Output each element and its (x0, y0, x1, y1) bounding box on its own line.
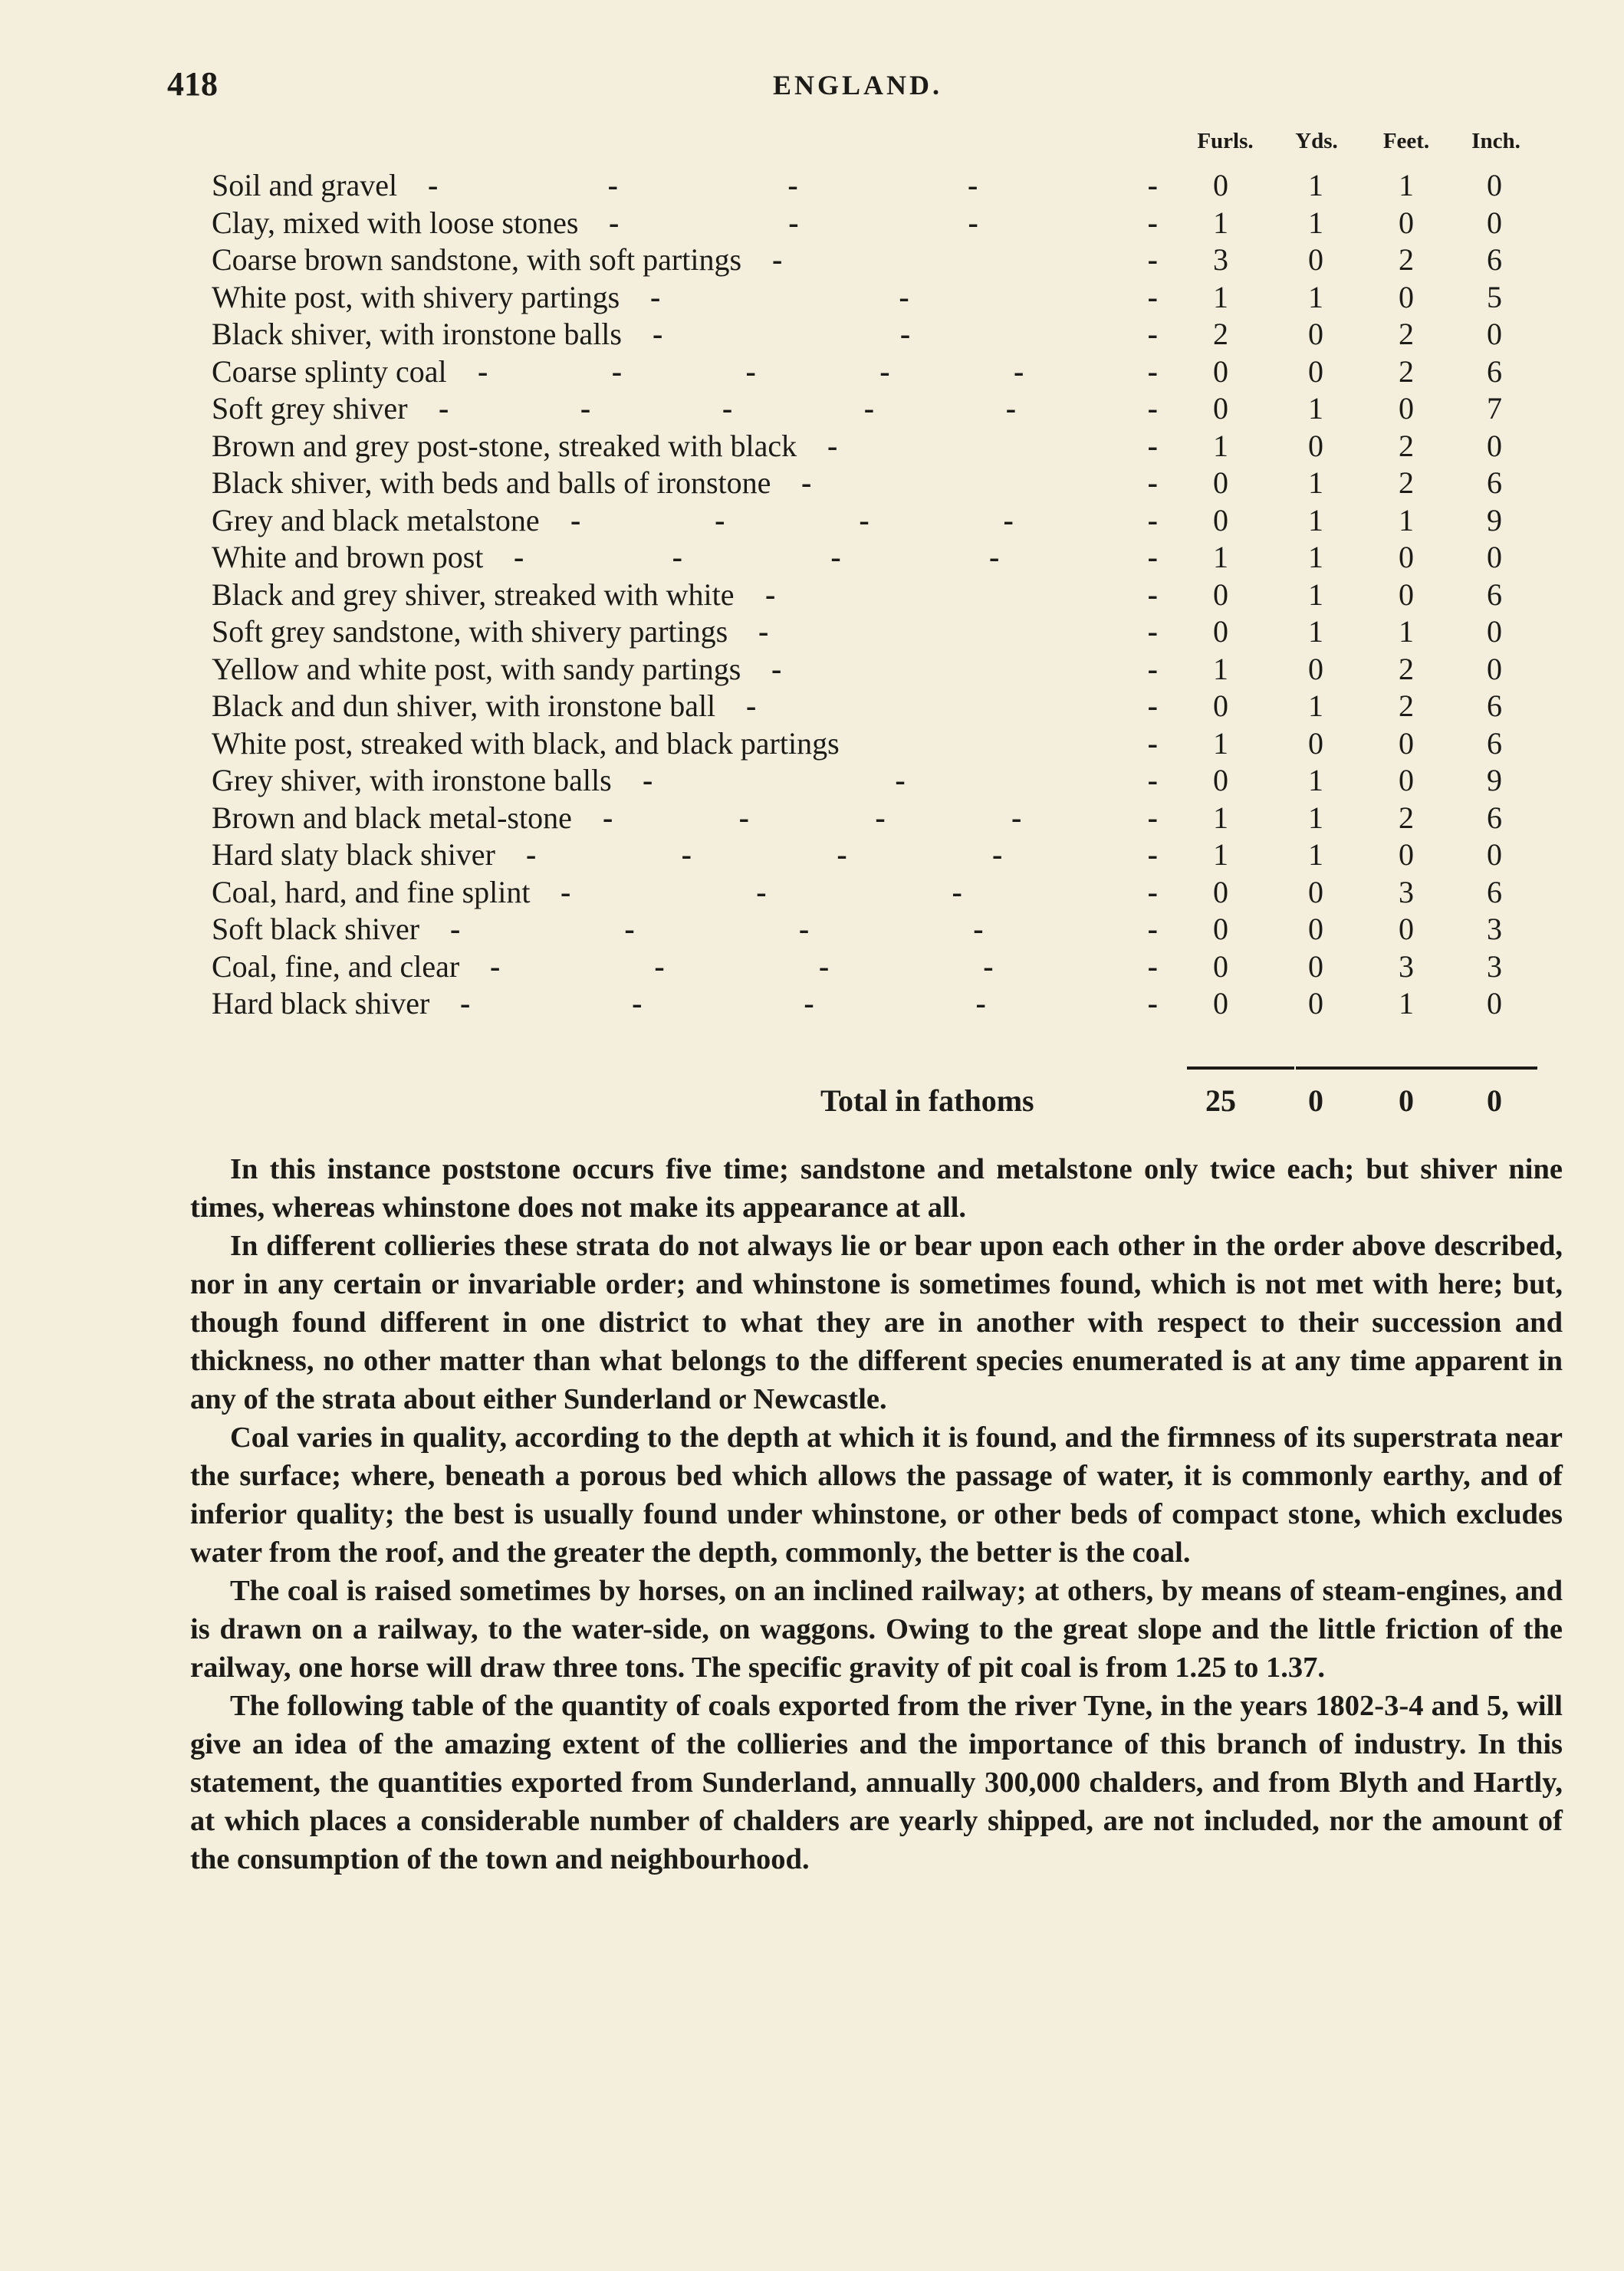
cell-inches: 9 (1487, 763, 1502, 797)
cell-furlongs: 1 (1213, 800, 1228, 835)
leader-dash: - (1147, 614, 1158, 649)
cell-inches: 3 (1487, 912, 1502, 946)
cell-yards: 0 (1308, 317, 1323, 351)
cell-yards: 1 (1308, 540, 1323, 574)
table-row (0, 577, 1624, 613)
cell-inches: 3 (1487, 948, 1502, 984)
stratum-name: White post, with shivery partings (212, 279, 620, 314)
total-label: Total in fathoms (820, 1083, 1034, 1118)
leader-dash: - (1147, 317, 1158, 351)
leader-dashes (801, 465, 1158, 501)
leader-dash: - (983, 948, 994, 984)
leader-dash: - (899, 317, 911, 351)
cell-feet: 2 (1399, 800, 1414, 835)
cell-furlongs: 0 (1213, 986, 1228, 1020)
cell-inches: 0 (1487, 168, 1502, 202)
stratum-name: White post, streaked with black, and black partings (212, 725, 840, 761)
leader-dashes (570, 502, 1158, 539)
leader-dash: - (758, 614, 769, 649)
leader-dashes (526, 836, 1158, 873)
cell-yards: 0 (1308, 242, 1323, 277)
table-row (0, 465, 1624, 501)
cell-inches: 0 (1487, 317, 1502, 351)
stratum-name: Grey shiver, with ironstone balls (212, 763, 612, 797)
leader-dash: - (899, 279, 909, 314)
leader-dash: - (788, 205, 799, 240)
stratum-name: Hard slaty black shiver (212, 837, 495, 872)
table-row (0, 725, 1624, 762)
cell-furlongs: 3 (1213, 242, 1228, 277)
table-row (0, 651, 1624, 688)
cell-feet: 0 (1399, 763, 1414, 797)
cell-feet: 2 (1399, 317, 1414, 351)
stratum-name: Black and dun shiver, with ironstone ball (212, 689, 716, 723)
page-header (0, 64, 1624, 110)
leader-dash: - (611, 353, 623, 389)
table-row (0, 948, 1624, 985)
total-row (0, 1080, 1624, 1122)
leader-dashes (428, 167, 1158, 204)
leader-dash: - (722, 391, 733, 426)
cell-furlongs: 0 (1213, 577, 1228, 612)
leader-dash: - (654, 948, 665, 984)
leader-dash: - (745, 353, 756, 389)
column-header-feet: Feet. (1382, 129, 1430, 153)
leader-dash: - (1147, 874, 1158, 909)
leader-dash: - (738, 800, 749, 835)
cell-inches: 6 (1487, 353, 1502, 389)
leader-dash: - (973, 912, 984, 946)
cell-feet: 0 (1399, 912, 1414, 946)
table-row (0, 502, 1624, 539)
cell-feet: 0 (1399, 205, 1414, 240)
leader-dash: - (827, 428, 838, 463)
total-furlongs: 25 (1205, 1083, 1236, 1118)
leader-dash: - (1147, 986, 1158, 1020)
cell-furlongs: 0 (1213, 465, 1228, 500)
stratum-name: Coal, hard, and fine splint (212, 874, 531, 909)
leader-dash: - (988, 540, 1000, 574)
leader-dashes (460, 985, 1158, 1022)
stratum-name: Soil and gravel (212, 168, 398, 202)
leader-dash: - (715, 502, 725, 537)
leader-dashes (771, 651, 1158, 688)
table-row (0, 800, 1624, 836)
leader-dash: - (681, 837, 692, 872)
cell-feet: 0 (1399, 391, 1414, 426)
table-row (0, 428, 1624, 465)
cell-furlongs: 0 (1213, 353, 1228, 389)
leader-dash: - (1003, 502, 1014, 537)
leader-dashes (650, 279, 1158, 316)
cell-feet: 2 (1399, 465, 1414, 500)
cell-feet: 1 (1399, 168, 1414, 202)
cell-inches: 6 (1487, 800, 1502, 835)
cell-yards: 1 (1308, 800, 1323, 835)
cell-feet: 1 (1399, 986, 1414, 1020)
leader-dash: - (514, 540, 524, 574)
cell-inches: 0 (1487, 614, 1502, 649)
paragraph: In different collieries these strata do not always lie or bear upon each other in the order above described, nor in any certain or invariable order; and whinstone is sometimes found, which is not met with here; but, though found different in one district to what they are in another with respect to their succession and thickness, no other matter than what belongs to the different species enumerated is at any time apparent in any of the strata about either Sunderland or Newcastle. (190, 1230, 1563, 1415)
cell-inches: 6 (1487, 725, 1502, 761)
leader-dashes (450, 911, 1158, 948)
leader-dash: - (561, 874, 571, 909)
leader-dash: - (1147, 540, 1158, 574)
cell-feet: 2 (1399, 428, 1414, 463)
stratum-name: Yellow and white post, with sandy partings (212, 651, 741, 686)
cell-yards: 1 (1308, 205, 1323, 240)
cell-furlongs: 1 (1213, 428, 1228, 463)
leader-dash: - (837, 837, 847, 872)
stratum-name: Soft grey shiver (212, 391, 408, 426)
cell-yards: 1 (1308, 614, 1323, 649)
leader-dashes (758, 613, 1158, 650)
cell-yards: 1 (1308, 391, 1323, 426)
leader-dash: - (875, 800, 886, 835)
leader-dashes (603, 800, 1158, 836)
table-row (0, 167, 1624, 204)
cell-furlongs: 1 (1213, 540, 1228, 574)
table-row (0, 316, 1624, 353)
leader-dash: - (632, 986, 643, 1020)
leader-dash: - (1147, 948, 1158, 984)
leader-dashes (772, 242, 1158, 278)
cell-feet: 3 (1399, 948, 1414, 984)
leader-dash: - (1147, 242, 1158, 277)
stratum-name: Black and grey shiver, streaked with white (212, 577, 735, 612)
leader-dash: - (895, 763, 906, 797)
table-row (0, 390, 1624, 427)
leader-dashes (643, 762, 1158, 799)
cell-inches: 0 (1487, 428, 1502, 463)
leader-dash: - (643, 763, 653, 797)
table-row (0, 353, 1624, 390)
leader-dash: - (653, 317, 663, 351)
table-row (0, 688, 1624, 725)
leader-dash: - (1147, 465, 1158, 500)
cell-yards: 0 (1308, 948, 1323, 984)
table-row (0, 279, 1624, 316)
leader-dash: - (460, 986, 471, 1020)
leader-dashes (765, 577, 1158, 613)
cell-feet: 0 (1399, 837, 1414, 872)
stratum-name: Coal, fine, and clear (212, 948, 460, 984)
leader-dash: - (818, 948, 830, 984)
cell-yards: 1 (1308, 279, 1323, 314)
table-row (0, 205, 1624, 242)
total-inches: 0 (1487, 1083, 1502, 1118)
table-row (0, 242, 1624, 278)
paragraph: The following table of the quantity of coals exported from the river Tyne, in the years 1802-3-4 and 5, will give an idea of the amazing extent of the collieries and the importance of this branch of industry. In this statement, the quantities exported from Sunderland, annually 300,000 chalders, and from Blyth and Hartly, at which places a considerable number of chalders are yearly shipped, are not included, nor the amount of the consumption of the town and neighbourhood. (190, 1690, 1563, 1875)
stratum-name: Coarse brown sandstone, with soft partings (212, 242, 742, 277)
leader-dashes (490, 948, 1158, 985)
sum-rule (1453, 1066, 1537, 1070)
cell-inches: 0 (1487, 986, 1502, 1020)
leader-dashes (746, 688, 1158, 725)
cell-yards: 0 (1308, 986, 1323, 1020)
table-row (0, 911, 1624, 948)
leader-dash: - (1147, 837, 1158, 872)
cell-feet: 2 (1399, 689, 1414, 723)
leader-dash: - (1147, 912, 1158, 946)
leader-dash: - (859, 502, 870, 537)
leader-dash: - (804, 986, 814, 1020)
body-text (190, 1150, 1563, 1878)
paragraph: Coal varies in quality, according to the depth at which it is found, and the firmness of its superstrata near the surface; where, beneath a porous bed which allows the passage of water, it is commonly earthy, and of inferior quality; the best is usually found under whinstone, or other beds of compact stone, which excludes water from the roof, and the greater the depth, commonly, the better is the coal. (190, 1421, 1563, 1569)
cell-inches: 7 (1487, 391, 1502, 426)
leader-dash: - (1147, 651, 1158, 686)
cell-furlongs: 1 (1213, 651, 1228, 686)
cell-yards: 1 (1308, 689, 1323, 723)
stratum-name: Grey and black metalstone (212, 502, 540, 537)
cell-feet: 0 (1399, 577, 1414, 612)
cell-yards: 1 (1308, 763, 1323, 797)
leader-dash: - (771, 651, 782, 686)
cell-furlongs: 1 (1213, 279, 1228, 314)
leader-dash: - (439, 391, 449, 426)
leader-dash: - (1013, 353, 1024, 389)
leader-dash: - (428, 168, 439, 202)
cell-yards: 0 (1308, 353, 1323, 389)
leader-dash: - (787, 168, 798, 202)
sum-rule (1187, 1066, 1294, 1070)
leader-dashes (439, 390, 1158, 427)
leader-dash: - (879, 353, 890, 389)
stratum-name: Black shiver, with ironstone balls (212, 317, 622, 351)
leader-dash: - (801, 465, 812, 500)
cell-inches: 6 (1487, 874, 1502, 909)
leader-dash: - (1011, 800, 1022, 835)
cell-inches: 0 (1487, 837, 1502, 872)
column-header-furlongs: Furls. (1197, 129, 1254, 153)
cell-inches: 0 (1487, 651, 1502, 686)
leader-dash: - (603, 800, 613, 835)
running-title: ENGLAND. (773, 70, 943, 100)
leader-dash: - (830, 540, 841, 574)
cell-yards: 0 (1308, 428, 1323, 463)
leader-dash: - (607, 168, 618, 202)
stratum-name: Black shiver, with beds and balls of ironstone (212, 465, 771, 500)
cell-furlongs: 2 (1213, 317, 1228, 351)
leader-dashes (870, 725, 1158, 762)
cell-inches: 6 (1487, 577, 1502, 612)
leader-dash: - (1147, 205, 1158, 240)
cell-inches: 6 (1487, 689, 1502, 723)
leader-dashes (827, 428, 1158, 465)
leader-dash: - (478, 353, 488, 389)
leader-dash: - (952, 874, 962, 909)
total-feet: 0 (1399, 1083, 1414, 1118)
cell-inches: 9 (1487, 502, 1502, 537)
leader-dash: - (650, 279, 661, 314)
leader-dashes (653, 316, 1158, 353)
leader-dash: - (1147, 168, 1158, 202)
page-number: 418 (167, 65, 218, 103)
stratum-name: Soft black shiver (212, 912, 420, 946)
cell-yards: 1 (1308, 577, 1323, 612)
leader-dash: - (863, 391, 875, 426)
leader-dashes (561, 874, 1158, 911)
cell-feet: 0 (1399, 725, 1414, 761)
cell-inches: 0 (1487, 205, 1502, 240)
cell-yards: 1 (1308, 168, 1323, 202)
paragraph: In this instance poststone occurs five time; sandstone and metalstone only twice each; but shiver nine times, whereas whinstone does not make its appearance at all. (190, 1153, 1563, 1224)
paragraph: The coal is raised sometimes by horses, on an inclined railway; at others, by means of steam-engines, and is drawn on a railway, to the water-side, on waggons. Owing to the great slope and the little friction of the railway, one horse will draw three tons. The specific gravity of pit coal is from 1.25 to 1.37. (190, 1575, 1563, 1684)
cell-feet: 2 (1399, 242, 1414, 277)
cell-furlongs: 0 (1213, 391, 1228, 426)
leader-dash: - (1147, 800, 1158, 835)
cell-furlongs: 0 (1213, 948, 1228, 984)
leader-dash: - (756, 874, 767, 909)
leader-dash: - (991, 837, 1003, 872)
cell-furlongs: 1 (1213, 837, 1228, 872)
leader-dashes (514, 539, 1158, 576)
cell-furlongs: 0 (1213, 763, 1228, 797)
stratum-name: Brown and grey post-stone, streaked with black (212, 428, 797, 463)
cell-furlongs: 0 (1213, 874, 1228, 909)
stratum-name: Soft grey sandstone, with shivery partings (212, 614, 728, 649)
cell-yards: 1 (1308, 837, 1323, 872)
cell-feet: 1 (1399, 614, 1414, 649)
cell-furlongs: 0 (1213, 614, 1228, 649)
cell-yards: 1 (1308, 502, 1323, 537)
cell-yards: 0 (1308, 912, 1323, 946)
cell-furlongs: 0 (1213, 689, 1228, 723)
table-row (0, 762, 1624, 799)
cell-furlongs: 1 (1213, 725, 1228, 761)
column-header-yards: Yds. (1295, 129, 1338, 153)
stratum-name: Coarse splinty coal (212, 353, 447, 389)
leader-dash: - (1147, 725, 1158, 761)
cell-inches: 6 (1487, 465, 1502, 500)
cell-feet: 0 (1399, 279, 1414, 314)
leader-dash: - (772, 242, 783, 277)
cell-furlongs: 0 (1213, 168, 1228, 202)
stratum-name: White and brown post (212, 540, 484, 574)
column-header-inches: Inch. (1471, 129, 1520, 153)
leader-dash: - (1147, 502, 1158, 537)
cell-furlongs: 0 (1213, 502, 1228, 537)
leader-dash: - (1147, 391, 1158, 426)
table-row (0, 874, 1624, 911)
leader-dash: - (1147, 763, 1158, 797)
leader-dash: - (765, 577, 776, 612)
leader-dash: - (1147, 577, 1158, 612)
stratum-name: Clay, mixed with loose stones (212, 205, 579, 240)
leader-dashes (609, 205, 1158, 242)
leader-dash: - (450, 912, 461, 946)
leader-dash: - (967, 168, 978, 202)
cell-furlongs: 1 (1213, 205, 1228, 240)
cell-inches: 5 (1487, 279, 1502, 314)
stratum-name: Brown and black metal-stone (212, 800, 572, 835)
leader-dash: - (746, 689, 757, 723)
cell-yards: 0 (1308, 651, 1323, 686)
table-row (0, 985, 1624, 1022)
leader-dash: - (624, 912, 635, 946)
leader-dash: - (1147, 353, 1158, 389)
table-row (0, 836, 1624, 873)
cell-feet: 3 (1399, 874, 1414, 909)
cell-feet: 1 (1399, 502, 1414, 537)
leader-dash: - (490, 948, 501, 984)
leader-dashes (478, 353, 1158, 390)
table-row (0, 613, 1624, 650)
table-row (0, 539, 1624, 576)
cell-yards: 0 (1308, 725, 1323, 761)
cell-feet: 0 (1399, 540, 1414, 574)
cell-furlongs: 0 (1213, 912, 1228, 946)
cell-inches: 0 (1487, 540, 1502, 574)
leader-dash: - (1147, 689, 1158, 723)
cell-yards: 0 (1308, 874, 1323, 909)
leader-dash: - (672, 540, 682, 574)
leader-dash: - (526, 837, 537, 872)
leader-dash: - (798, 912, 810, 946)
cell-feet: 2 (1399, 353, 1414, 389)
leader-dash: - (1147, 279, 1158, 314)
leader-dash: - (570, 502, 581, 537)
leader-dash: - (580, 391, 591, 426)
leader-dash: - (609, 205, 620, 240)
total-yards: 0 (1308, 1083, 1323, 1118)
leader-dash: - (1005, 391, 1017, 426)
leader-dash: - (968, 205, 978, 240)
cell-feet: 2 (1399, 651, 1414, 686)
cell-inches: 6 (1487, 242, 1502, 277)
leader-dash: - (1147, 428, 1158, 463)
stratum-name: Hard black shiver (212, 986, 430, 1020)
leader-dash: - (975, 986, 986, 1020)
cell-yards: 1 (1308, 465, 1323, 500)
